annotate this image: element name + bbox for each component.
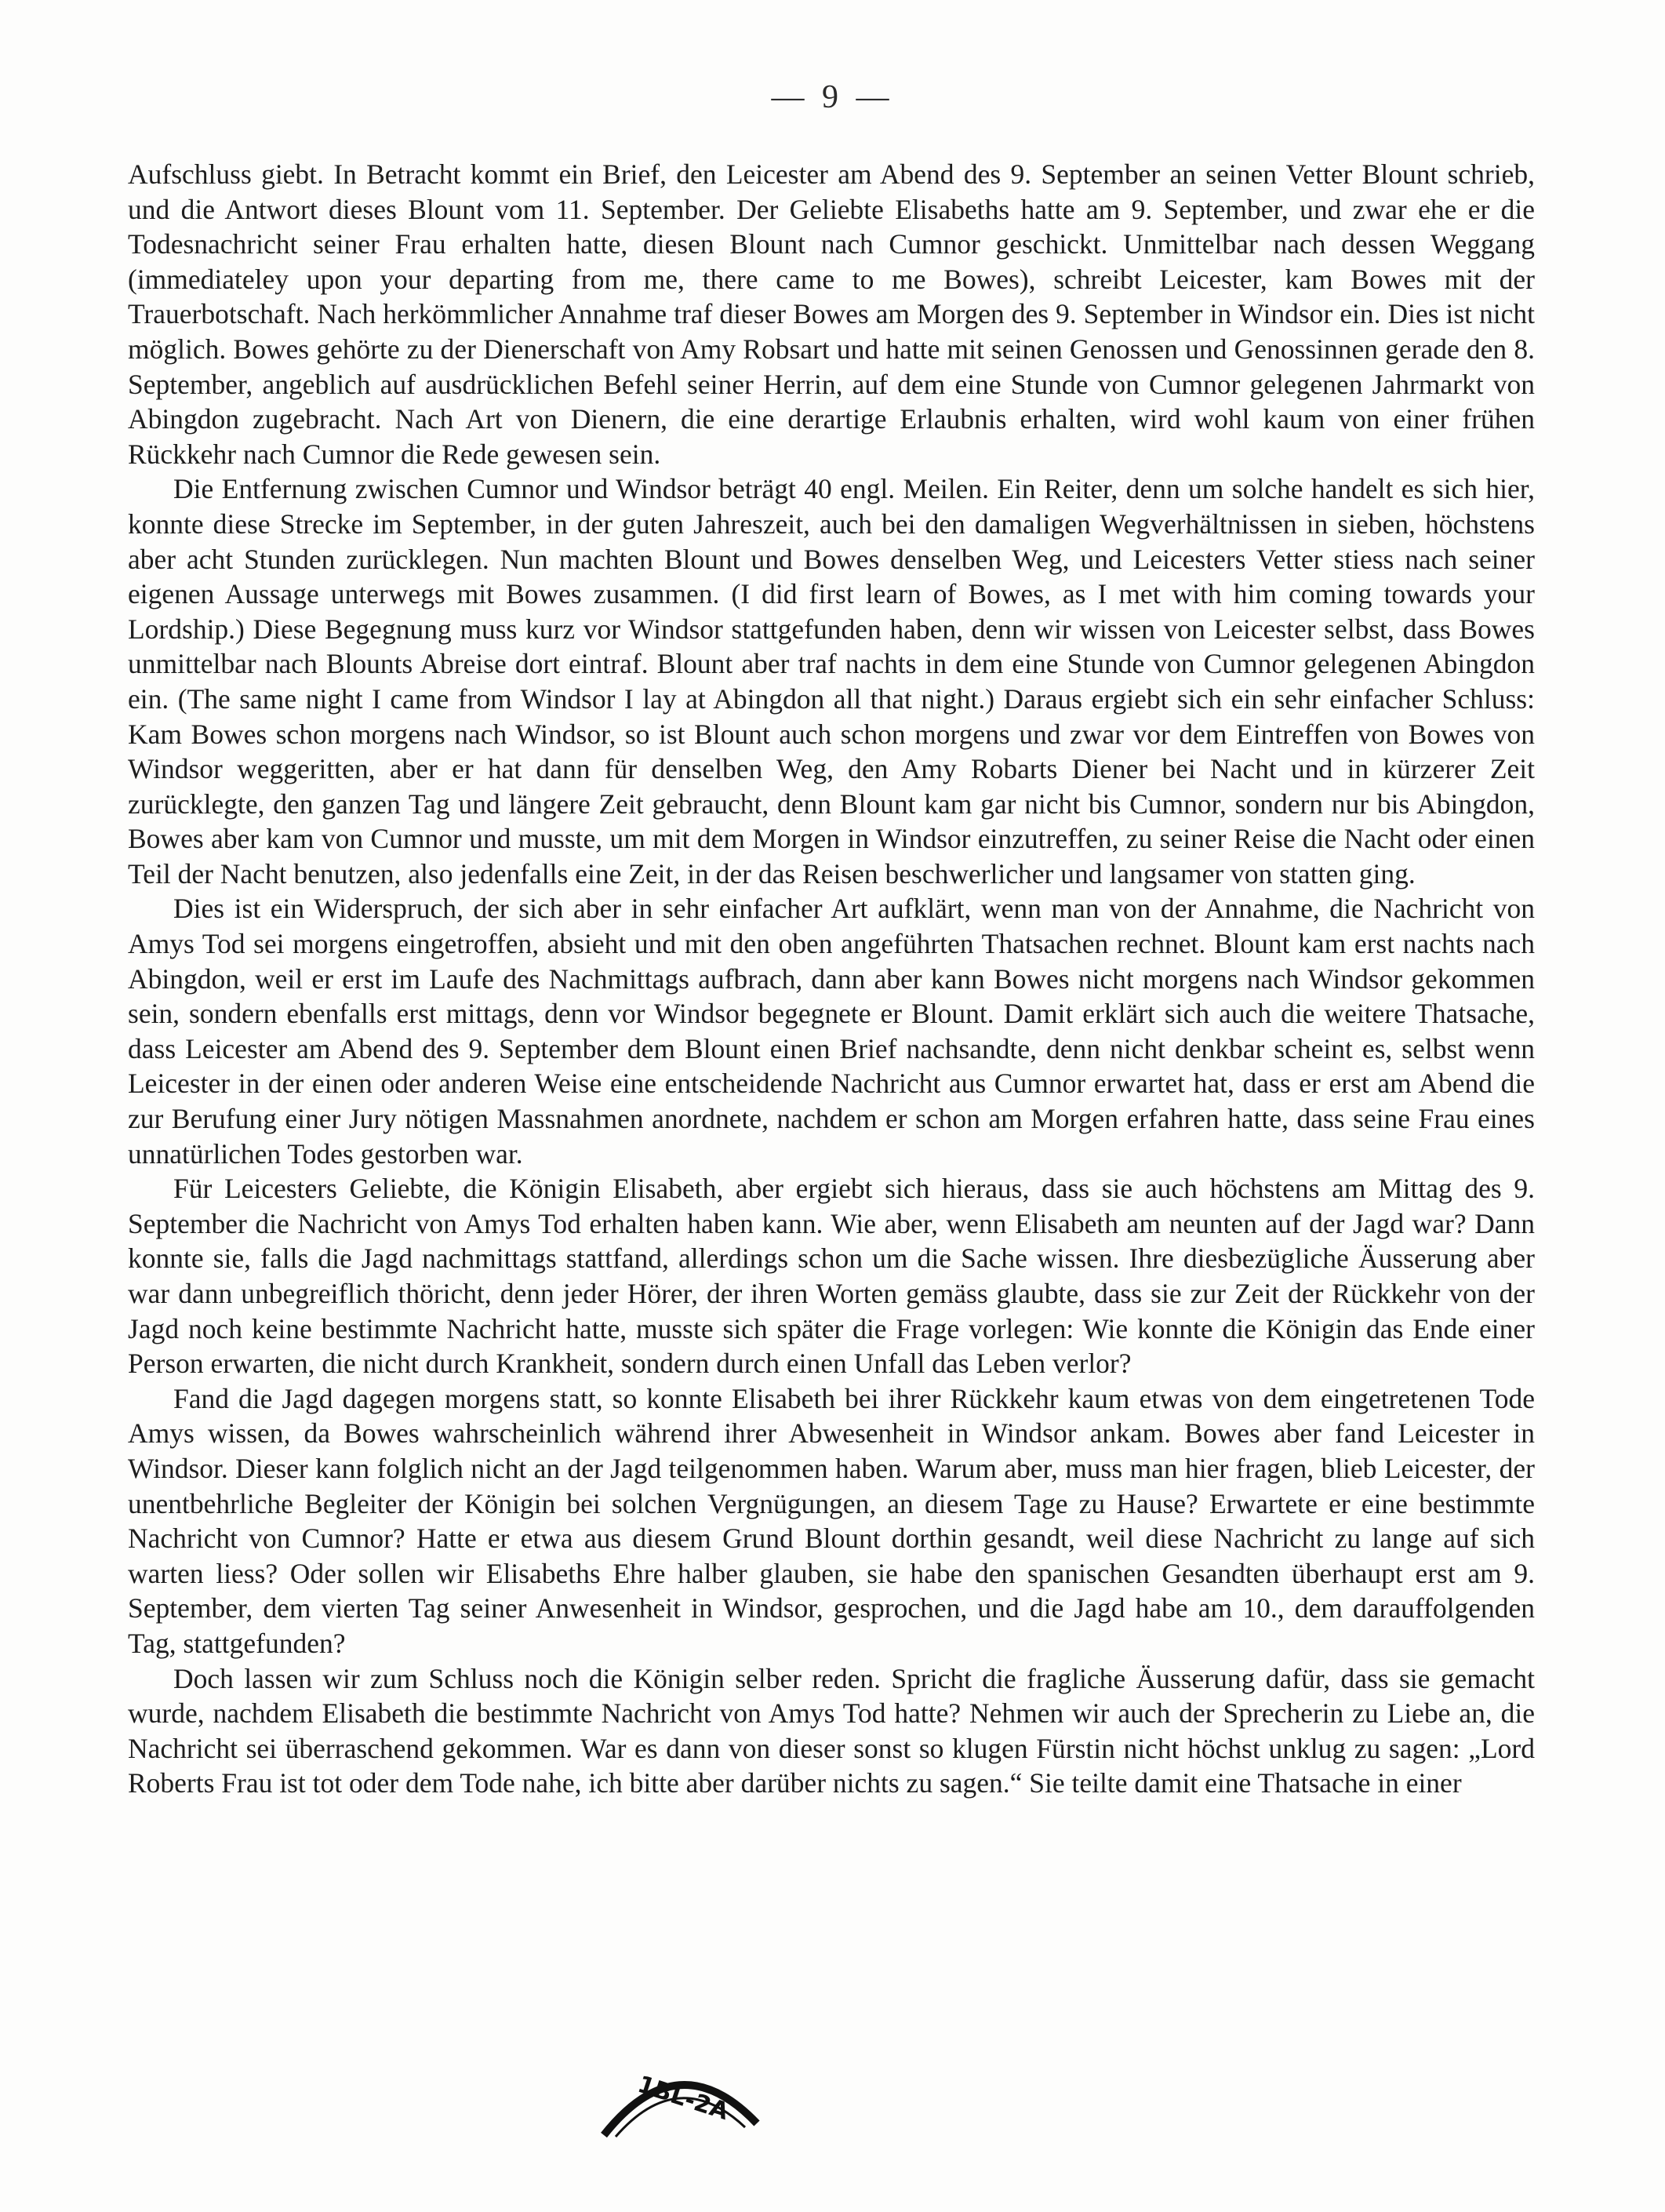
body-text [128,157,1535,1801]
paragraph: Doch lassen wir zum Schluss noch die Königin selber reden. Spricht die fragliche Äusserung dafür, dass sie gemacht wurde, nachdem Elisabeth die bestimmte Nachricht von Amys Tod hatte? Nehmen wir auch der Sprecherin zu Liebe an, die Nachricht sei überraschend gekommen. War es dann von dieser sonst so klugen Fürstin nicht höchst unklug zu sagen: „Lord Roberts Frau ist tot oder dem Tode nahe, ich bitte aber darüber nichts zu sagen.“ Sie teilte damit eine Thatsache in einer [128,1662,1535,1799]
stamp-text: 1BL-2A [634,2070,733,2127]
paragraph: Fand die Jagd dagegen morgens statt, so konnte Elisabeth bei ihrer Rückkehr kaum etwas von dem eingetretenen Tode Amys wissen, da Bowes wahrscheinlich während ihrer Abwesenheit in Windsor ankam. Bowes aber fand Leicester in Windsor. Dieser kann folglich nicht an der Jagd teilgenommen haben. Warum aber, muss man hier fragen, blieb Leicester, der unentbehrliche Begleiter der Königin bei solchen Vergnügungen, an diesem Tage zu Hause? Erwartete er eine bestimmte Nachricht von Cumnor? Hatte er etwa aus diesem Grund Blount dorthin gesandt, weil diese Nachricht zu lange auf sich warten liess? Oder sollen wir Elisabeths Ehre halber glauben, sie habe den spanischen Gesandten überhaupt erst am 9. September, dem vierten Tag seiner Anwesenheit in Windsor, gesprochen, und die Jagd habe am 10., dem darauffolgenden Tag, stattgefunden? [128,1382,1535,1659]
paragraph: Für Leicesters Geliebte, die Königin Elisabeth, aber ergiebt sich hieraus, dass sie auch höchstens am Mittag des 9. September die Nachricht von Amys Tod erhalten haben kann. Wie aber, wenn Elisabeth am neunten auf der Jagd war? Dann konnte sie, falls die Jagd nachmittags stattfand, allerdings schon um die Sache wissen. Ihre diesbezügliche Äusserung aber war dann unbegreiflich thöricht, denn jeder Hörer, der ihren Worten gemäss glaubte, dass sie zur Zeit der Rückkehr von der Jagd noch keine bestimmte Nachricht hatte, musste sich später die Frage vorlegen: Wie konnte die Königin das Ende einer Person erwarten, die nicht durch Krankheit, sondern durch einen Unfall das Leben verlor? [128,1173,1535,1380]
paragraph: Aufschluss giebt. In Betracht kommt ein Brief, den Leicester am Abend des 9. September an seinen Vetter Blount schrieb, und die Antwort dieses Blount vom 11. September. Der Geliebte Elisabeths hatte am 9. September, und zwar ehe er die Todesnachricht seiner Frau erhalten hatte, diesen Blount nach Cumnor geschickt. Unmittelbar nach dessen Weggang (immediateley upon your departing from me, there came to me Bowes), schreibt Leicester, kam Bowes mit der Trauerbotschaft. Nach herkömmlicher Annahme traf dieser Bowes am Morgen des 9. September in Windsor ein. Dies ist nicht möglich. Bowes gehörte zu der Dienerschaft von Amy Robsart und hatte mit seinen Genossen und Genossinnen gerade den 8. September, angeblich auf ausdrücklichen Befehl seiner Herrin, auf dem eine Stunde von Cumnor gelegenen Jahrmarkt von Abingdon zugebracht. Nach Art von Dienern, die eine derartige Erlaubnis erhalten, wird wohl kaum von einer frühen Rückkehr nach Cumnor die Rede gewesen sein. [128,158,1535,470]
library-stamp [588,2049,769,2143]
page-number: — 9 — [771,79,894,115]
paragraph: Die Entfernung zwischen Cumnor und Windsor beträgt 40 engl. Meilen. Ein Reiter, denn um solche handelt es sich hier, konnte diese Strecke im September, in der guten Jahreszeit, auch bei den damaligen Wegverhältnissen in sieben, höchstens aber acht Stunden zurücklegen. Nun machten Blount und Bowes denselben Weg, und Leicesters Vetter stiess nach seiner eigenen Aussage unterwegs mit Bowes zusammen. (I did first learn of Bowes, as I met with him coming towards your Lordship.) Diese Begegnung muss kurz vor Windsor stattgefunden haben, denn wir wissen von Leicester selbst, dass Bowes unmittelbar nach Blounts Abreise dort eintraf. Blount aber traf nachts in dem eine Stunde von Cumnor gelegenen Abingdon ein. (The same night I came from Windsor I lay at Abingdon all that night.) Daraus ergiebt sich ein sehr einfacher Schluss: Kam Bowes schon morgens nach Windsor, so ist Blount auch schon morgens und zwar vor dem Eintreffen von Bowes von Windsor weggeritten, aber er hat dann für denselben Weg, den Amy Robarts Diener bei Nacht und in kürzerer Zeit zurücklegte, den ganzen Tag und längere Zeit gebraucht, denn Blount kam gar nicht bis Cumnor, sondern nur bis Abingdon, Bowes aber kam von Cumnor und musste, um mit dem Morgen in Windsor einzutreffen, zu seiner Reise die Nacht oder einen Teil der Nacht benutzen, also jedenfalls eine Zeit, in der das Reisen beschwerlicher und langsamer von statten ging. [128,473,1535,890]
paragraph: Dies ist ein Widerspruch, der sich aber in sehr einfacher Art aufklärt, wenn man von der Annahme, die Nachricht von Amys Tod sei morgens eingetroffen, absieht und mit den oben angeführten Thatsachen rechnet. Blount kam erst nachts nach Abingdon, weil er erst im Laufe des Nachmittags aufbrach, dann aber kann Bowes nicht morgens nach Windsor gekommen sein, sondern ebenfalls erst mittags, denn vor Windsor begegnete er Blount. Damit erklärt sich auch die weitere Thatsache, dass Leicester am Abend des 9. September dem Blount einen Brief nachsandte, denn nicht denkbar scheint es, selbst wenn Leicester in der einen oder anderen Weise eine entscheidende Nachricht aus Cumnor erwartet hat, dass er erst am Abend die zur Berufung einer Jury nötigen Massnahmen anordnete, nachdem er schon am Morgen erfahren hatte, dass seine Frau eines unnatürlichen Todes gestorben war. [128,893,1535,1170]
